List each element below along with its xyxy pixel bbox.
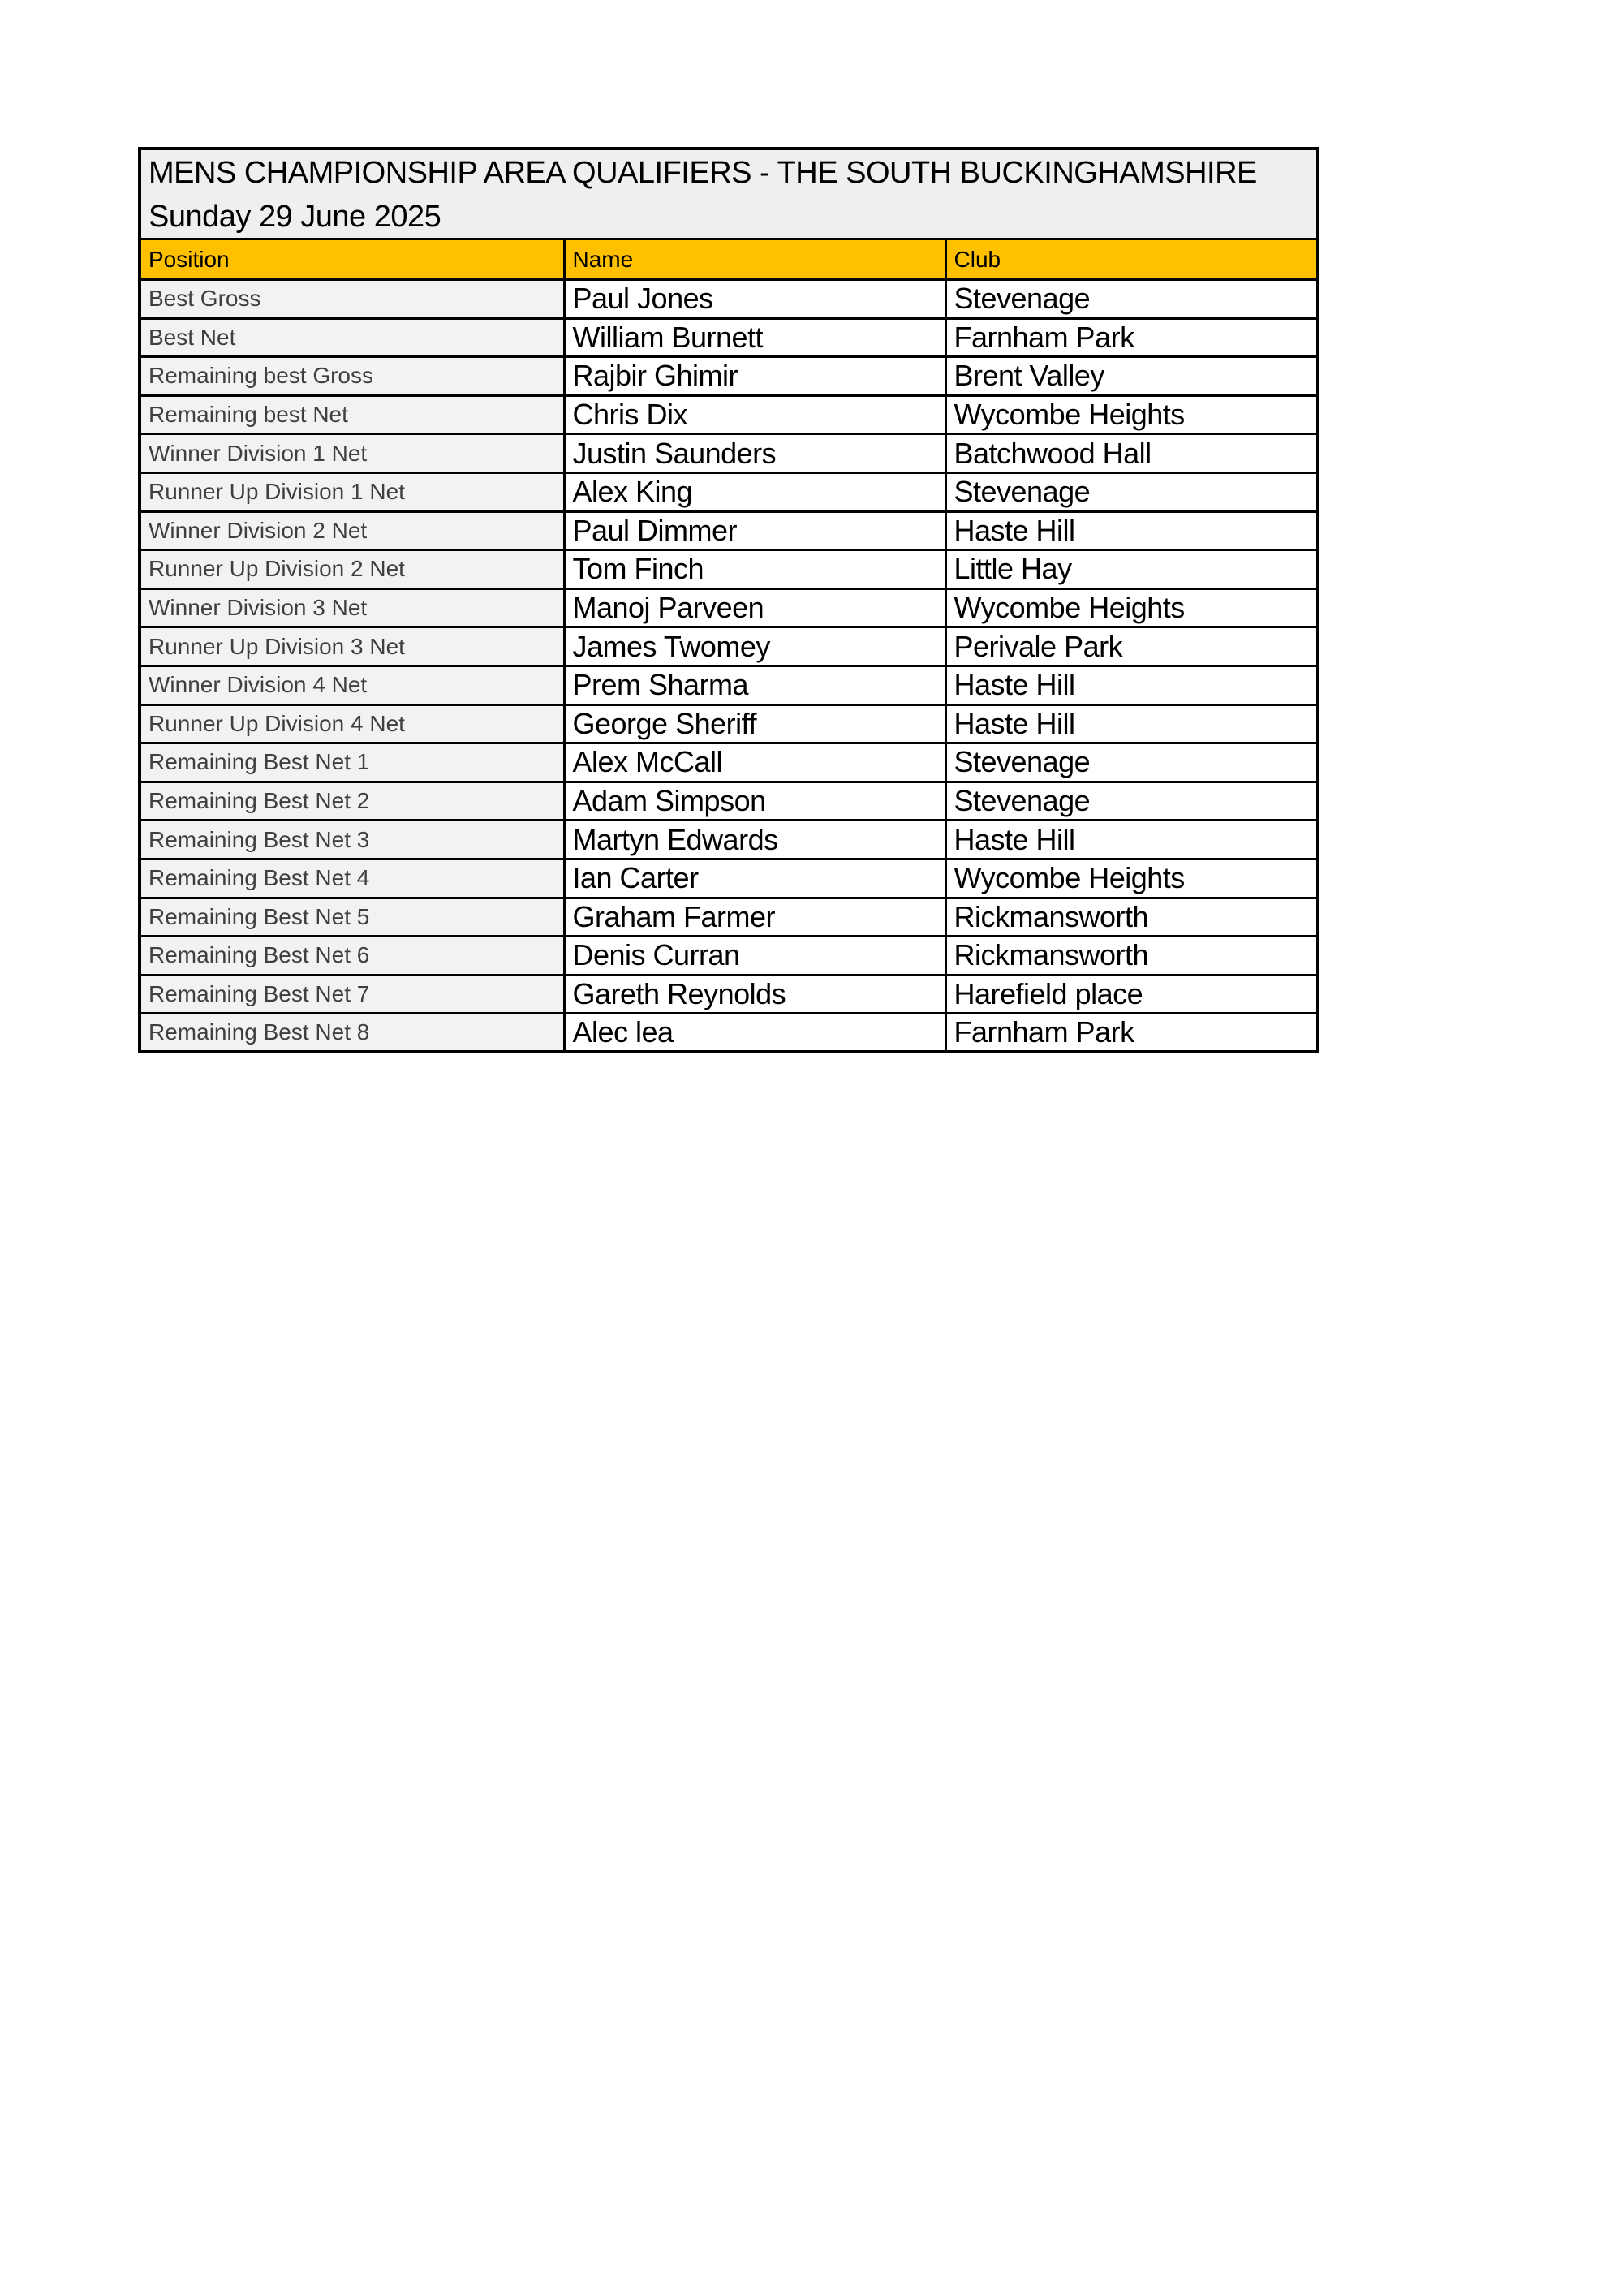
table-row [140, 821, 1318, 859]
club-cell: Rickmansworth [945, 937, 1318, 976]
name-cell: Alec lea [564, 1014, 945, 1053]
table-row [140, 434, 1318, 473]
results-table [138, 147, 1319, 1053]
name-cell: James Twomey [564, 627, 945, 666]
club-cell: Stevenage [945, 472, 1318, 511]
club-cell: Wycombe Heights [945, 588, 1318, 627]
position-cell: Winner Division 3 Net [140, 588, 564, 627]
position-cell: Remaining Best Net 1 [140, 743, 564, 782]
name-cell: Ian Carter [564, 859, 945, 898]
table-row [140, 937, 1318, 976]
position-cell: Remaining Best Net 6 [140, 937, 564, 976]
position-cell: Remaining Best Net 7 [140, 975, 564, 1014]
position-cell: Best Gross [140, 280, 564, 319]
document-title: MENS CHAMPIONSHIP AREA QUALIFIERS - THE SOUTH BUCKINGHAMSHIRE [149, 155, 1257, 190]
table-row [140, 859, 1318, 898]
position-cell: Winner Division 2 Net [140, 511, 564, 550]
club-cell: Stevenage [945, 782, 1318, 821]
table-row [140, 588, 1318, 627]
column-header-position: Position [140, 239, 564, 280]
table-row [140, 318, 1318, 357]
name-cell: Gareth Reynolds [564, 975, 945, 1014]
position-cell: Remaining Best Net 8 [140, 1014, 564, 1053]
club-cell: Haste Hill [945, 511, 1318, 550]
table-row [140, 975, 1318, 1014]
table-row [140, 357, 1318, 396]
position-cell: Remaining best Net [140, 395, 564, 434]
name-cell: George Sheriff [564, 704, 945, 743]
name-cell: Alex King [564, 472, 945, 511]
club-cell: Wycombe Heights [945, 859, 1318, 898]
table-row [140, 782, 1318, 821]
name-cell: William Burnett [564, 318, 945, 357]
position-cell: Winner Division 4 Net [140, 666, 564, 704]
position-cell: Runner Up Division 2 Net [140, 550, 564, 589]
name-cell: Paul Jones [564, 280, 945, 319]
club-cell: Stevenage [945, 743, 1318, 782]
club-cell: Harefield place [945, 975, 1318, 1014]
position-cell: Best Net [140, 318, 564, 357]
club-cell: Haste Hill [945, 666, 1318, 704]
club-cell: Batchwood Hall [945, 434, 1318, 473]
club-cell: Wycombe Heights [945, 395, 1318, 434]
club-cell: Little Hay [945, 550, 1318, 589]
club-cell: Rickmansworth [945, 898, 1318, 937]
table-row [140, 395, 1318, 434]
table-row [140, 704, 1318, 743]
column-header-club: Club [945, 239, 1318, 280]
position-cell: Remaining best Gross [140, 357, 564, 396]
title-block [140, 149, 1318, 239]
position-cell: Runner Up Division 1 Net [140, 472, 564, 511]
table-row [140, 511, 1318, 550]
name-cell: Rajbir Ghimir [564, 357, 945, 396]
club-cell: Haste Hill [945, 821, 1318, 859]
club-cell: Farnham Park [945, 318, 1318, 357]
table-row [140, 898, 1318, 937]
club-cell: Perivale Park [945, 627, 1318, 666]
club-cell: Stevenage [945, 280, 1318, 319]
name-cell: Prem Sharma [564, 666, 945, 704]
document-date: Sunday 29 June 2025 [149, 199, 441, 234]
table-row [140, 280, 1318, 319]
table-row [140, 627, 1318, 666]
name-cell: Martyn Edwards [564, 821, 945, 859]
position-cell: Runner Up Division 3 Net [140, 627, 564, 666]
column-header-name: Name [564, 239, 945, 280]
position-cell: Remaining Best Net 2 [140, 782, 564, 821]
name-cell: Manoj Parveen [564, 588, 945, 627]
table-row [140, 1014, 1318, 1053]
name-cell: Alex McCall [564, 743, 945, 782]
club-cell: Farnham Park [945, 1014, 1318, 1053]
table-row [140, 666, 1318, 704]
name-cell: Tom Finch [564, 550, 945, 589]
club-cell: Brent Valley [945, 357, 1318, 396]
name-cell: Graham Farmer [564, 898, 945, 937]
club-cell: Haste Hill [945, 704, 1318, 743]
position-cell: Remaining Best Net 4 [140, 859, 564, 898]
name-cell: Denis Curran [564, 937, 945, 976]
name-cell: Justin Saunders [564, 434, 945, 473]
table-row [140, 743, 1318, 782]
column-header-row [140, 239, 1318, 280]
name-cell: Adam Simpson [564, 782, 945, 821]
name-cell: Chris Dix [564, 395, 945, 434]
name-cell: Paul Dimmer [564, 511, 945, 550]
position-cell: Remaining Best Net 3 [140, 821, 564, 859]
title-row [140, 149, 1318, 239]
table-row [140, 472, 1318, 511]
position-cell: Winner Division 1 Net [140, 434, 564, 473]
position-cell: Runner Up Division 4 Net [140, 704, 564, 743]
table-row [140, 550, 1318, 589]
position-cell: Remaining Best Net 5 [140, 898, 564, 937]
